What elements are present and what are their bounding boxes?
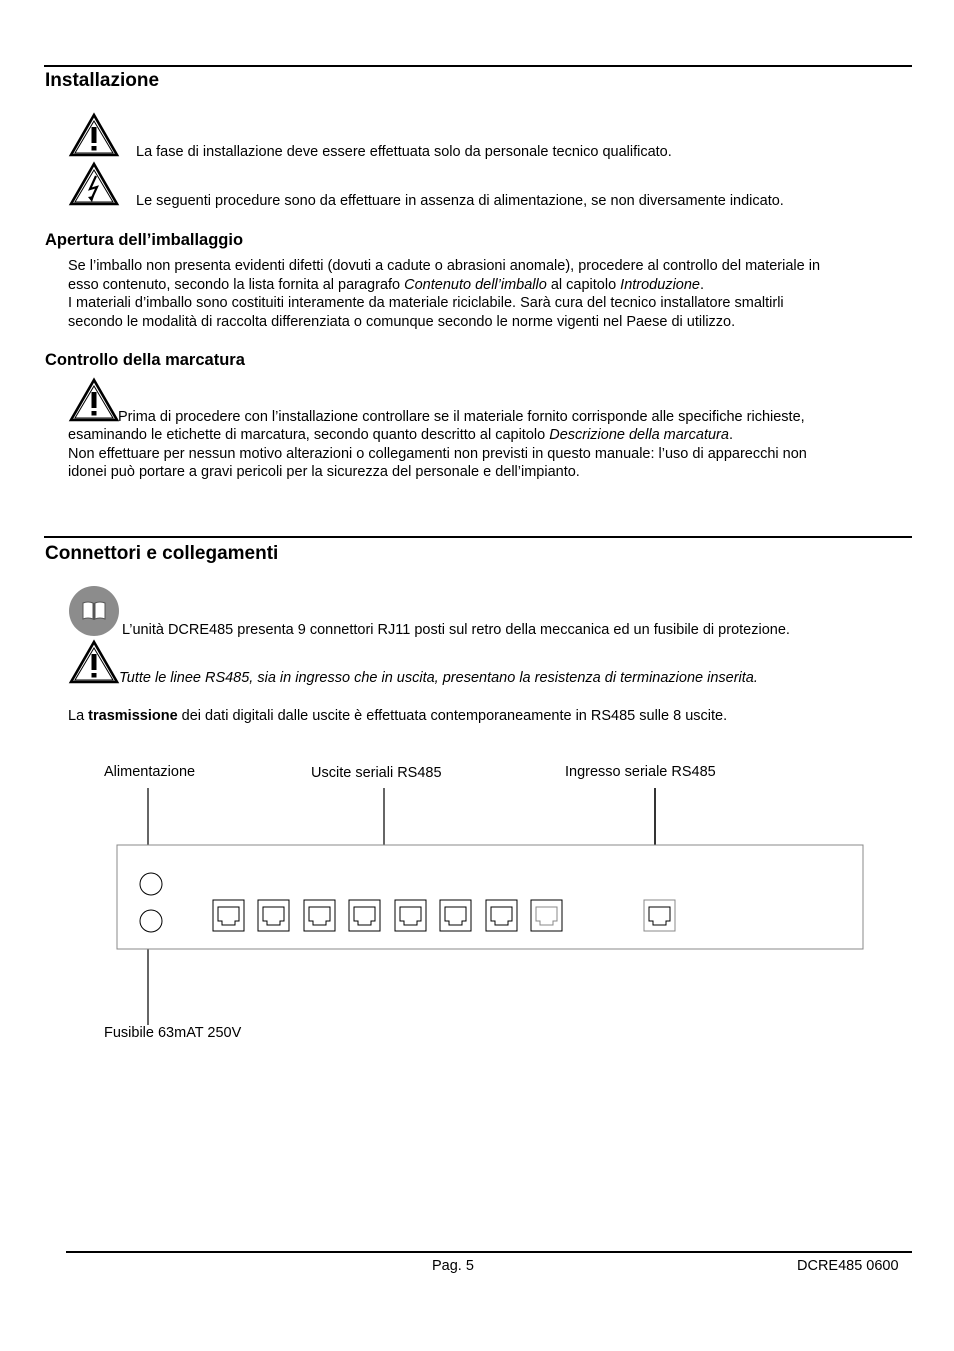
warning-icon — [68, 377, 120, 423]
transmission-text: La trasmissione dei dati digitali dalle uscite è effettuata contemporaneamente in RS485 sulle 8 uscite. — [68, 708, 728, 724]
section-rule — [44, 536, 912, 538]
rj11-output-port — [395, 900, 426, 931]
rj11-output-port — [486, 900, 517, 931]
marcatura-paragraph — [68, 426, 807, 482]
label-uscite: Uscite seriali RS485 — [311, 765, 442, 781]
label-ingresso: Ingresso seriale RS485 — [565, 764, 716, 780]
rj11-output-port — [304, 900, 335, 931]
apertura-line: esso contenuto, secondo la lista fornita al paragrafo Contenuto dell’imballo al capitolo Introduzione. — [68, 276, 705, 293]
marcatura-line: Prima di procedere con l’installazione controllare se il materiale fornito corrisponde alle specifiche richieste, — [118, 409, 805, 425]
rj11-input-port — [644, 900, 675, 931]
apertura-line: secondo le modalità di raccolta differenziata o comunque secondo le norme vigenti nel Paese di utilizzo. — [68, 313, 736, 330]
device-panel — [117, 845, 863, 949]
section-title-connettori: Connettori e collegamenti — [45, 543, 279, 564]
footer-rule — [66, 1251, 912, 1253]
rj11-output-port — [349, 900, 380, 931]
subsection-title-apertura: Apertura dell’imballaggio — [45, 231, 244, 249]
rj11-output-port — [440, 900, 471, 931]
document-code: DCRE485 0600 — [797, 1258, 899, 1274]
rj11-output-port — [213, 900, 244, 931]
apertura-line: I materiali d’imballo sono costituiti interamente da materiale riciclabile. Sarà cura del tecnico installatore smaltirli — [68, 295, 784, 311]
power-socket — [140, 873, 162, 895]
warning-text-power: Le seguenti procedure sono da effettuare in assenza di alimentazione, se non diversamente indicato. — [136, 193, 784, 209]
connector-diagram — [0, 780, 954, 1040]
fuse-holder — [140, 910, 162, 932]
rj11-output-port — [531, 900, 562, 931]
electric-hazard-icon — [68, 161, 120, 207]
info-text: L’unità DCRE485 presenta 9 connettori RJ11 posti sul retro della meccanica ed un fusibile di protezione. — [122, 622, 790, 638]
book-icon — [68, 586, 120, 636]
subsection-title-marcatura: Controllo della marcatura — [45, 351, 245, 369]
label-fusibile: Fusibile 63mAT 250V — [104, 1025, 242, 1041]
rj11-output-port — [258, 900, 289, 931]
warning-text-qualified: La fase di installazione deve essere effettuata solo da personale tecnico qualificato. — [136, 144, 672, 160]
apertura-line: Se l’imballo non presenta evidenti difetti (dovuti a cadute o abrasioni anomale), procedere al controllo del materiale in — [68, 258, 821, 274]
termination-warning-text: Tutte le linee RS485, sia in ingresso che in uscita, presentano la resistenza di terminazione inserita. — [119, 670, 758, 686]
marcatura-line: idonei può portare a gravi pericoli per la sicurezza del personale e dell’impianto. — [68, 464, 580, 480]
apertura-paragraph — [68, 257, 820, 331]
warning-icon — [68, 112, 120, 158]
page-number: Pag. 5 — [432, 1258, 474, 1274]
marcatura-line: esaminando le etichette di marcatura, secondo quanto descritto al capitolo Descrizione della marcatura. — [68, 427, 733, 443]
section-title-installazione: Installazione — [45, 70, 160, 91]
warning-icon — [68, 639, 120, 685]
marcatura-line: Non effettuare per nessun motivo alterazioni o collegamenti non previsti in questo manuale: l’uso di apparecchi non — [68, 445, 807, 462]
label-alimentazione: Alimentazione — [104, 764, 196, 780]
section-rule — [44, 65, 912, 67]
